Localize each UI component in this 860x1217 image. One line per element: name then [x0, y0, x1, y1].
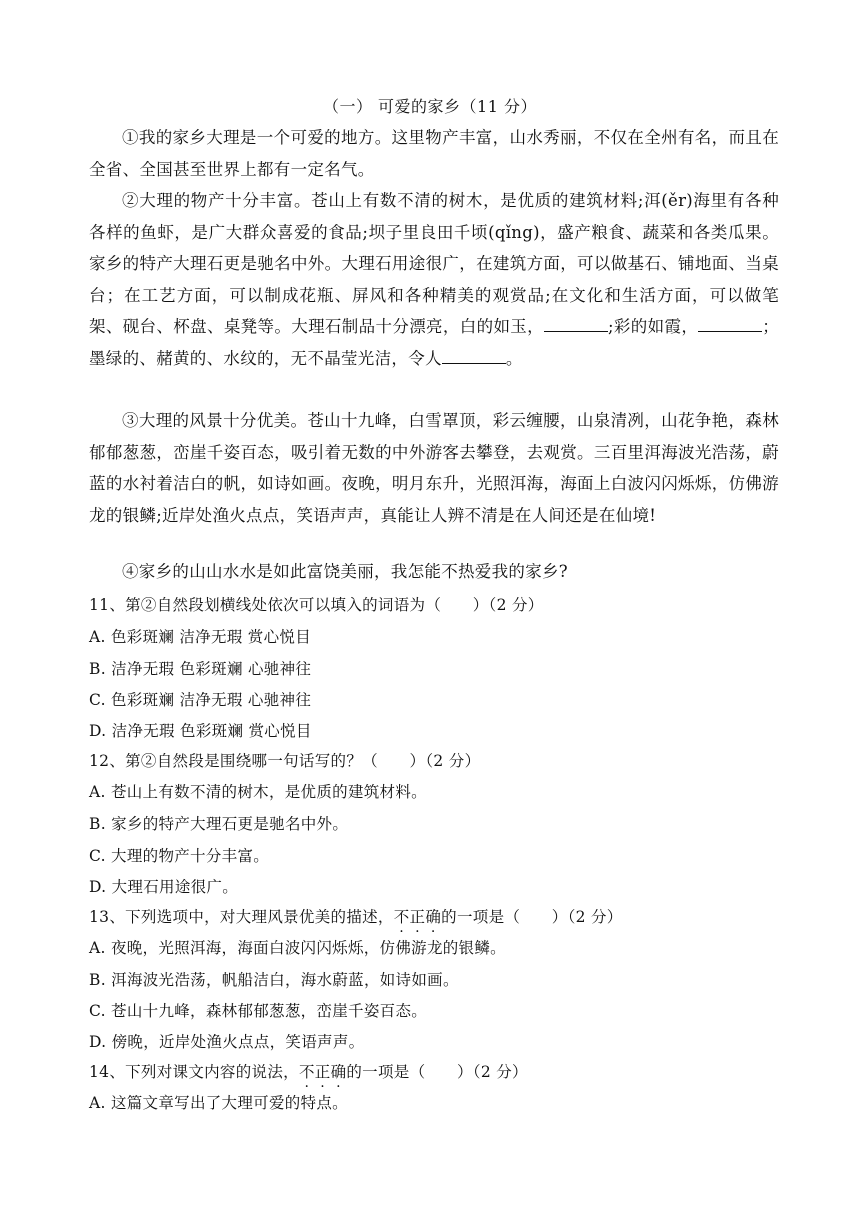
emphasis-char-3: 确: [330, 1063, 347, 1081]
question-11-option-d: D. 洁净无瑕 色彩斑斓 赏心悦目: [89, 722, 312, 740]
question-11-option-c: C. 色彩斑斓 洁净无瑕 心驰神往: [89, 691, 312, 709]
question-12-option-c: C. 大理的物产十分丰富。: [89, 847, 270, 865]
paragraph-1: ①我的家乡大理是一个可爱的地方。这里物产丰富，山水秀丽，不仅在全州有名，而且在全省、全国甚至世界上都有一定名气。: [89, 128, 779, 179]
question-14-stem: [89, 1061, 789, 1083]
question-14-stem-pre: 14、下列对课文内容的说法，: [89, 1063, 299, 1081]
paragraph-2-part-b: ;彩的如霞，: [608, 317, 699, 336]
question-13-option-c: C. 苍山十九峰，森林郁郁葱葱，峦崖千姿百态。: [89, 1002, 428, 1020]
emphasis-char-1: 不: [393, 908, 410, 926]
fill-blank-1: [544, 313, 608, 332]
question-11-option-b: B. 洁净无瑕 色彩斑斓 心驰神往: [89, 660, 312, 678]
paragraph-2: [89, 185, 779, 374]
question-13-option-b: B. 洱海波光浩荡，帆船洁白，海水蔚蓝，如诗如画。: [89, 971, 459, 989]
question-13-option-d: D. 傍晚，近岸处渔火点点，笑语声声。: [89, 1033, 365, 1051]
paragraph-2-part-d: 。: [505, 348, 523, 368]
question-11-option-a: A. 色彩斑斓 洁净无瑕 赏心悦目: [89, 628, 312, 646]
paragraph-4: ④家乡的山山水水是如此富饶美丽，我怎能不热爱我的家乡?: [122, 562, 568, 581]
paragraph-2-part-a: ②大理的物产十分丰富。苍山上有数不清的树木，是优质的建筑材料;洱(ěr)海里有各种各样的鱼虾，是广大群众喜爱的食品;坝子里良田千顷(qǐng)，盛产粮食、蔬菜和各类瓜果。家乡的特产大理石更是驰名中外。大理石用途很广，在建筑方面，可以做基石、铺地面、当桌台；在工艺方面，可以制成花瓶、屏风和各种精美的观赏品;在文化和生活方面，可以做笔架、砚台、杯盘、桌凳等。大理石制品十分漂亮，白的如玉，: [89, 191, 779, 336]
emphasis-char-2: 正: [314, 1063, 331, 1081]
paragraph-2-part-c: ；墨绿的、赭黄的、水纹的，无不晶莹光洁，令人: [89, 317, 779, 368]
question-12-option-d: D. 大理石用途很广。: [89, 878, 239, 896]
question-12-option-b: B. 家乡的特产大理石更是驰名中外。: [89, 815, 349, 833]
question-13-option-a: A. 夜晚，光照洱海，海面白波闪闪烁烁，仿佛游龙的银鳞。: [89, 939, 506, 957]
emphasis-char-3: 确: [425, 908, 442, 926]
question-11-stem: 11、第②自然段划横线处依次可以填入的词语为（ ）（2 分）: [89, 596, 544, 614]
question-12-stem: 12、第②自然段是围绕哪一句话写的？（ ）（2 分）: [89, 752, 481, 770]
section-title: （一） 可爱的家乡（11 分）: [322, 97, 538, 116]
question-12-option-a: A. 苍山上有数不清的树木，是优质的建筑材料。: [89, 783, 427, 801]
question-13-stem: [89, 906, 789, 928]
question-13-stem-pre: 13、下列选项中，对大理风景优美的描述，: [89, 908, 394, 926]
emphasis-char-1: 不: [298, 1063, 315, 1081]
question-14-stem-post: 的一项是（ ）（2 分）: [346, 1063, 528, 1081]
paragraph-3: ③大理的风景十分优美。苍山十九峰，白雪罩顶，彩云缠腰，山泉清冽，山花争艳，森林郁郁葱葱，峦崖千姿百态，吸引着无数的中外游客去攀登，去观赏。三百里洱海波光浩荡，蔚蓝的水衬着洁白的帆，如诗如画。夜晚，明月东升，光照洱海，海面上白波闪闪烁烁，仿佛游龙的银鳞;近岸处渔火点点，笑语声声，真能让人辨不清是在人间还是在仙境!: [89, 411, 779, 525]
emphasis-char-2: 正: [409, 908, 426, 926]
question-13-stem-post: 的一项是（ ）（2 分）: [441, 908, 623, 926]
fill-blank-2: [698, 313, 762, 332]
fill-blank-3: [442, 345, 506, 364]
question-14-option-a: A. 这篇文章写出了大理可爱的特点。: [89, 1094, 348, 1112]
